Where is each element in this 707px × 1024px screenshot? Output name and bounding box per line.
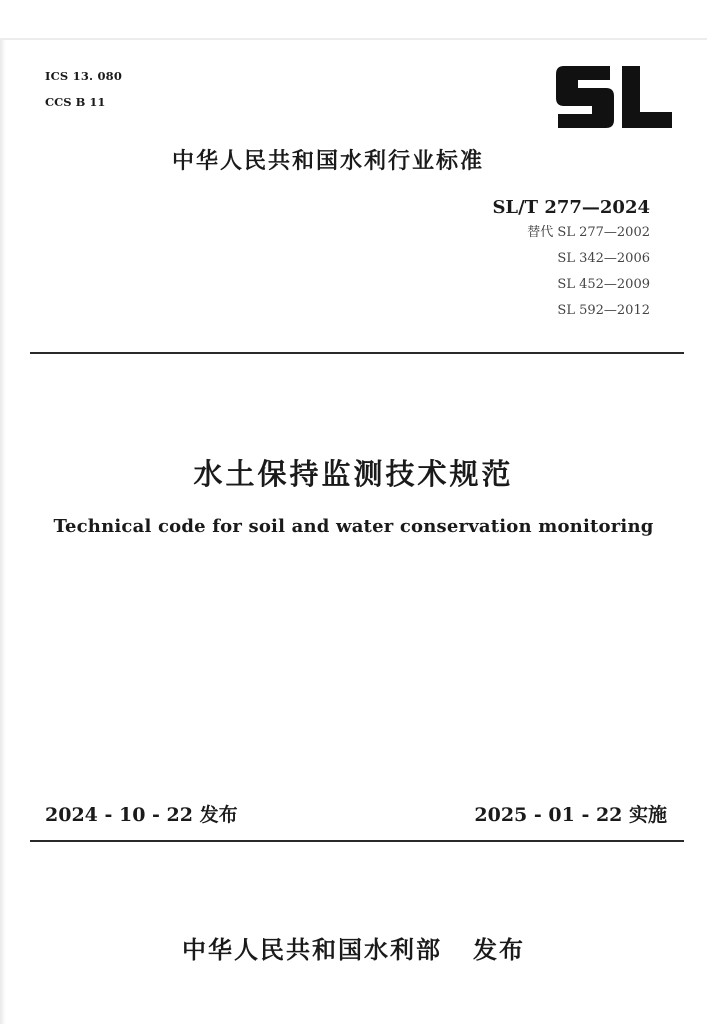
replaced-standard: [492, 272, 650, 298]
replaces-label: 替代: [527, 225, 554, 240]
title-chinese: 水土保持监测技术规范: [193, 457, 514, 491]
sl-logo-l: [622, 66, 672, 128]
replaced-code: SL 452—2009: [557, 277, 650, 292]
replaced-code: SL 592—2012: [557, 303, 650, 318]
standard-code-block: [492, 196, 650, 324]
publisher: 中华人民共和国水利部 发布: [181, 936, 526, 964]
standard-category-heading: 中华人民共和国水利行业标准: [172, 149, 485, 174]
replaced-code: SL 342—2006: [557, 251, 650, 266]
divider-top: [30, 352, 684, 354]
sl-logo-s: [556, 66, 614, 128]
implementation-date: 2025 - 01 - 22 实施: [474, 804, 667, 826]
divider-bottom: [30, 840, 684, 842]
replaced-code: SL 277—2002: [557, 225, 650, 240]
issue-date: 2024 - 10 - 22 发布: [45, 804, 238, 826]
replaced-standard: [492, 298, 650, 324]
replaced-standard: [492, 220, 650, 246]
page-top-edge: [0, 38, 707, 40]
ccs-code: CCS B 11: [45, 95, 106, 109]
ics-code: ICS 13. 080: [45, 69, 123, 83]
standard-code: SL/T 277—2024: [492, 197, 650, 218]
title-english: Technical code for soil and water conservation monitoring: [53, 516, 654, 537]
sl-logo: [556, 66, 672, 128]
replaced-standard: [492, 246, 650, 272]
